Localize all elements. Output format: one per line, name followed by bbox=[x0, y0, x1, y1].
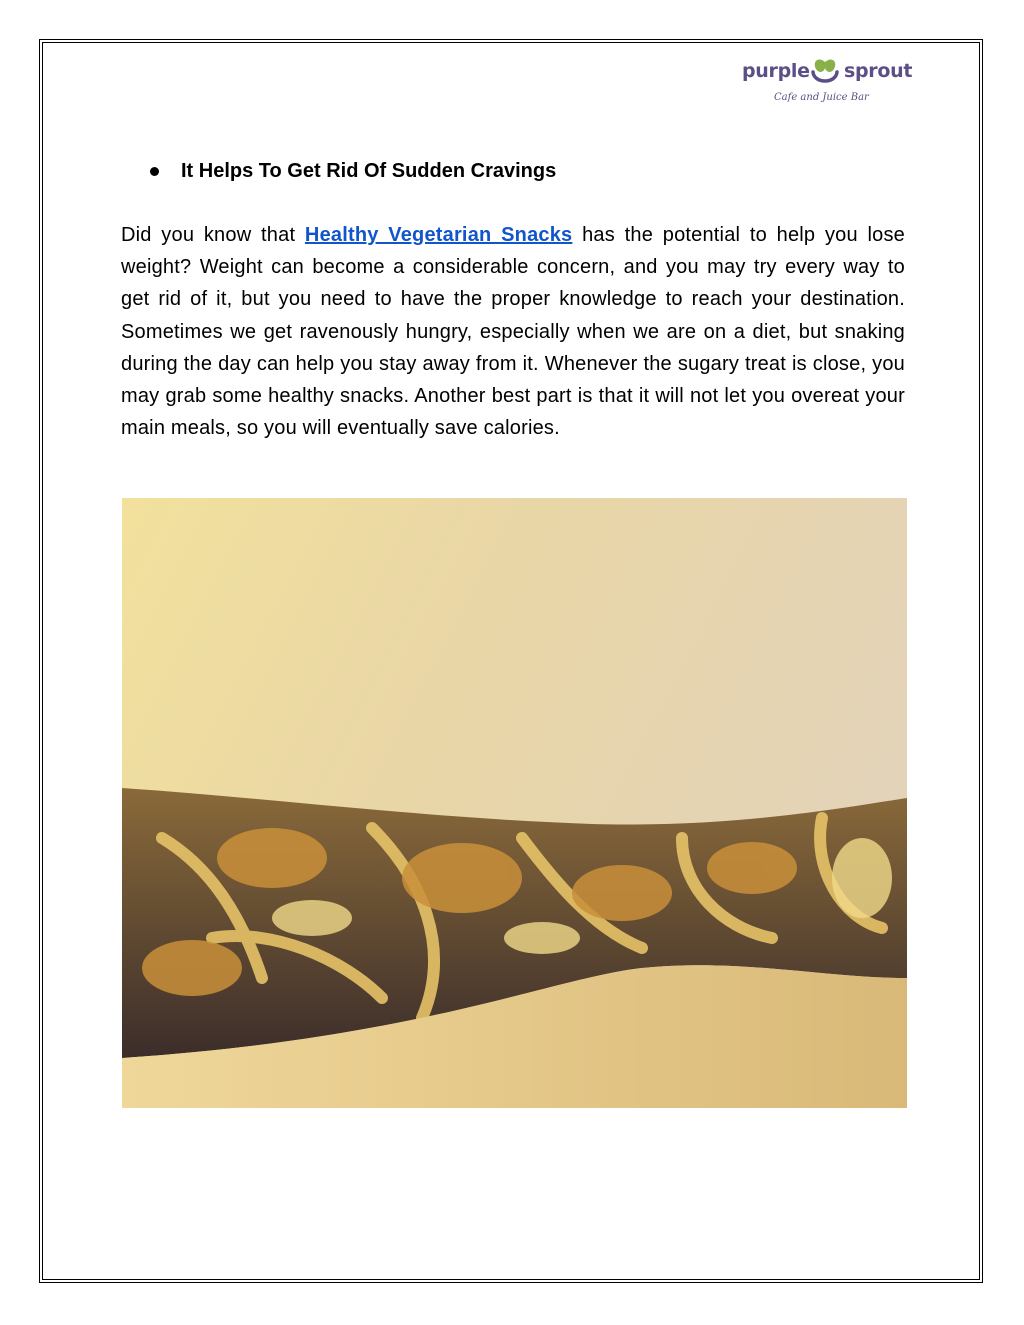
snack-bag-illustration bbox=[122, 498, 907, 1108]
section-heading-text: It Helps To Get Rid Of Sudden Cravings bbox=[181, 160, 557, 182]
logo-tagline: Cafe and Juice Bar bbox=[774, 92, 869, 103]
paragraph-text-before-link: Did you know that bbox=[121, 224, 305, 246]
section-heading bbox=[150, 160, 556, 183]
logo-word-purple: purple bbox=[742, 60, 810, 82]
snack-bag-photo bbox=[122, 498, 907, 1108]
paragraph-text-after-link: has the potential to help you lose weight? Weight can become a considerable concern, and you may try every way to get rid of it, but you need to have the proper knowledge to reach your destination. Sometimes we get ravenously hungry, especially when we are on a diet, but snaking during the day can help you stay away from it. Whenever the sugary treat is close, you may grab some healthy snacks. Another best part is that it will not let you overeat your main meals, so you will eventually save calories. bbox=[121, 224, 905, 440]
bullet-dot-icon bbox=[150, 167, 159, 176]
logo-word-sprout: sprout bbox=[844, 60, 913, 82]
body-paragraph bbox=[121, 219, 905, 444]
brand-logo bbox=[740, 56, 913, 112]
sprout-leaf-icon bbox=[808, 56, 842, 90]
healthy-vegetarian-snacks-link[interactable]: Healthy Vegetarian Snacks bbox=[304, 224, 573, 246]
